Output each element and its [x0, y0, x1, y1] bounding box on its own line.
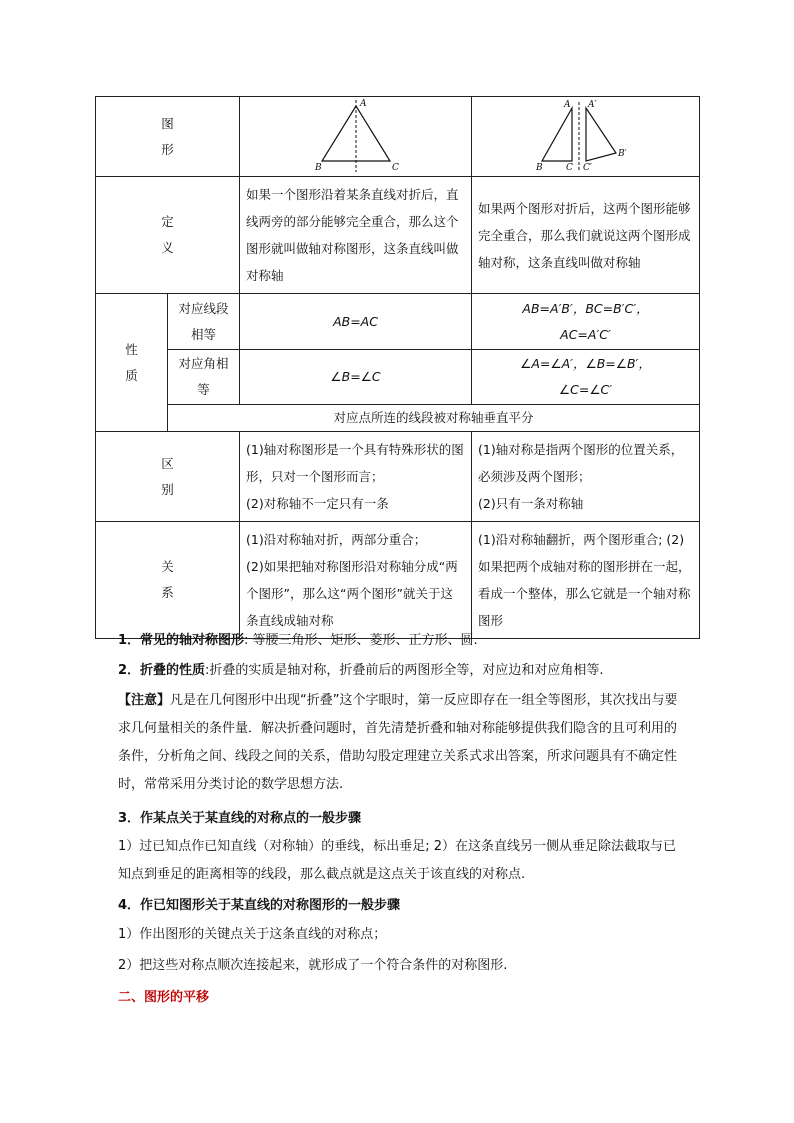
svg-text:B: B — [535, 162, 543, 173]
difference-left: (1)轴对称图形是一个具有特殊形状的图形，只对一个图形而言； (2)对称轴不一定只有一条 — [240, 432, 472, 522]
angles-right-value: ∠A=∠A′，∠B=∠B′， ∠C=∠C′ — [472, 350, 700, 405]
relation-left: (1)沿对称轴对折，两部分重合； (2)如果把轴对称图形沿对称轴分成“两个图形”，那么这“两个图形”就关于这条直线成轴对称 — [240, 522, 472, 639]
corresponding-segments-label: 对应线段 相等 — [168, 294, 240, 350]
point-3-title: 3．作某点关于某直线的对称点的一般步骤 — [118, 811, 362, 826]
relation-label: 关 系 — [96, 522, 240, 639]
property-row-angles — [96, 350, 700, 405]
svg-text:C′: C′ — [582, 162, 592, 173]
definition-label: 定 义 — [96, 177, 240, 294]
relation-right: (1)沿对称轴翻折，两个图形重合; (2)如果把两个成轴对称的图形拼在一起，看成一个整体，那么它就是一个轴对称图形 — [472, 522, 700, 639]
perpendicular-bisector-property: 对应点所连的线段被对称轴垂直平分 — [168, 405, 700, 432]
segments-right-value: AB=A′B′，BC=B′C′， AC=A′C′ — [472, 294, 700, 350]
two-symmetric-figures-cell — [472, 97, 700, 177]
figure-row — [96, 97, 700, 177]
corresponding-angles-label: 对应角相 等 — [168, 350, 240, 405]
svg-text:A: A — [359, 98, 367, 109]
isosceles-triangle-diagram — [296, 98, 416, 176]
definition-right: 如果两个图形对折后，这两个图形能够完全重合，那么我们就说这两个图形成轴对称，这条直线叫做对称轴 — [472, 177, 700, 294]
definition-row — [96, 177, 700, 294]
axial-symmetric-figure-cell — [240, 97, 472, 177]
property-label: 性 质 — [96, 294, 168, 432]
point-4-title: 4．作已知图形关于某直线的对称图形的一般步骤 — [118, 898, 401, 913]
svg-text:B′: B′ — [617, 148, 627, 159]
svg-text:C: C — [391, 162, 399, 173]
segments-left-value: AB=AC — [240, 294, 472, 350]
difference-label: 区 别 — [96, 432, 240, 522]
point-1: 1．常见的轴对称图形: 等腰三角形、矩形、菱形、正方形、圆. — [118, 633, 478, 648]
point-4-step-2: 2）把这些对称点顺次连接起来，就形成了一个符合条件的对称图形. — [118, 958, 508, 973]
property-row-segments — [96, 294, 700, 350]
angles-left-value: ∠B=∠C — [240, 350, 472, 405]
note-paragraph: 【注意】凡是在几何图形中出现“折叠”这个字眼时，第一反应即存在一组全等图形，其次找出与要求几何量相关的条件量．解决折叠问题时，首先清楚折叠和轴对称能够提供我们隐含的且可利用的条件，分析角之间、线段之间的关系，借助勾股定理建立关系式求出答案，所求问题具有不确定性时，常常采用分类讨论的数学思想方法. — [118, 693, 678, 792]
point-2: 2．折叠的性质:折叠的实质是轴对称，折叠前后的两图形全等，对应边和对应角相等. — [118, 663, 604, 678]
svg-text:B: B — [314, 162, 322, 173]
section-heading: 二、图形的平移 — [118, 990, 210, 1005]
svg-text:C: C — [565, 162, 573, 173]
property-row-merged — [96, 405, 700, 432]
two-right-triangles-diagram — [526, 98, 646, 176]
difference-right: (1)轴对称是指两个图形的位置关系，必须涉及两个图形； (2)只有一条对称轴 — [472, 432, 700, 522]
difference-row — [96, 432, 700, 522]
axial-symmetry-comparison-table — [95, 96, 700, 639]
point-3-text: 1）过已知点作已知直线（对称轴）的垂线，标出垂足; 2）在这条直线另一侧从垂足除法截取与已知点到垂足的距离相等的线段，那么截点就是这点关于该直线的对称点. — [118, 839, 677, 882]
relation-row — [96, 522, 700, 639]
figure-label: 图 形 — [96, 97, 240, 177]
svg-text:A′: A′ — [587, 99, 597, 110]
definition-left: 如果一个图形沿着某条直线对折后，直线两旁的部分能够完全重合，那么这个图形就叫做轴对称图形，这条直线叫做对称轴 — [240, 177, 472, 294]
point-4-step-1: 1）作出图形的关键点关于这条直线的对称点； — [118, 927, 387, 942]
svg-text:A: A — [563, 99, 571, 110]
